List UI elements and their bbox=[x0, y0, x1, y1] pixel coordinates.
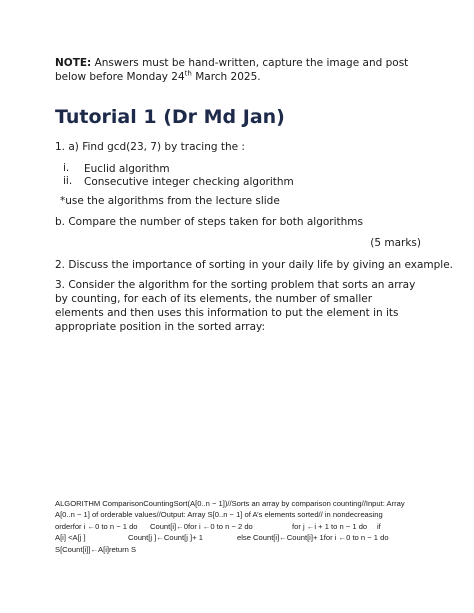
algorithm-text: Count[i]←0for i ←0 to n − 2 do bbox=[150, 521, 253, 531]
algorithm-text: A[i] <A[j ] bbox=[55, 533, 86, 543]
page-title: Tutorial 1 (Dr Md Jan) bbox=[55, 106, 285, 128]
hint-text: *use the algorithms from the lecture slide bbox=[60, 195, 280, 207]
list-number-i: i. bbox=[63, 162, 70, 174]
algorithm-text: if bbox=[377, 521, 381, 531]
note-label: NOTE: bbox=[55, 57, 92, 69]
algorithm-line-1 bbox=[55, 498, 430, 509]
algorithm-text: A[0..n − 1] of orderable values//Output: Array S[0..n − 1] of A’s elements sorted// in nondecreasing bbox=[55, 510, 383, 520]
algorithm-block bbox=[55, 498, 430, 555]
algorithm-text: Count[j ]←Count[j ]+ 1 bbox=[128, 533, 203, 543]
question-3: 3. Consider the algorithm for the sorting problem that sorts an array by counting, for each of its elements, the number of smaller elements and then uses this information to put the element in its appropriate position in the sorted array: bbox=[55, 279, 416, 333]
note-superscript: th bbox=[184, 69, 192, 78]
algorithm-text: for j ←i + 1 to n − 1 do bbox=[292, 521, 368, 531]
algorithm-line-4 bbox=[55, 532, 430, 543]
list-item-consecutive: Consecutive integer checking algorithm bbox=[84, 176, 294, 188]
algorithm-line-2 bbox=[55, 509, 430, 520]
question-2: 2. Discuss the importance of sorting in your daily life by giving an example. bbox=[55, 259, 454, 271]
list-item-euclid: Euclid algorithm bbox=[84, 163, 170, 175]
algorithm-text: orderfor i ←0 to n − 1 do bbox=[55, 521, 138, 531]
note-text-end: March 2025. bbox=[191, 71, 261, 83]
algorithm-line-5 bbox=[55, 544, 430, 555]
question-1b: b. Compare the number of steps taken for both algorithms bbox=[55, 216, 364, 228]
note-text: Answers must be hand-written, capture the image and post below before Monday 24 bbox=[55, 57, 409, 83]
question-1a: 1. a) Find gcd(23, 7) by tracing the : bbox=[55, 141, 245, 153]
algorithm-text: ALGORITHM ComparisonCountingSort(A[0..n − 1])//Sorts an array by comparison counting//Input: Array bbox=[55, 499, 405, 508]
list-number-ii: ii. bbox=[63, 175, 73, 187]
note-paragraph bbox=[55, 56, 425, 84]
algorithm-text: else Count[i]←Count[i]+ 1for i ←0 to n − 1 do bbox=[237, 533, 389, 543]
marks-label: (5 marks) bbox=[370, 237, 421, 249]
algorithm-line-3 bbox=[55, 521, 430, 532]
algorithm-text: S[Count[i]]←A[i]return S bbox=[55, 544, 137, 554]
